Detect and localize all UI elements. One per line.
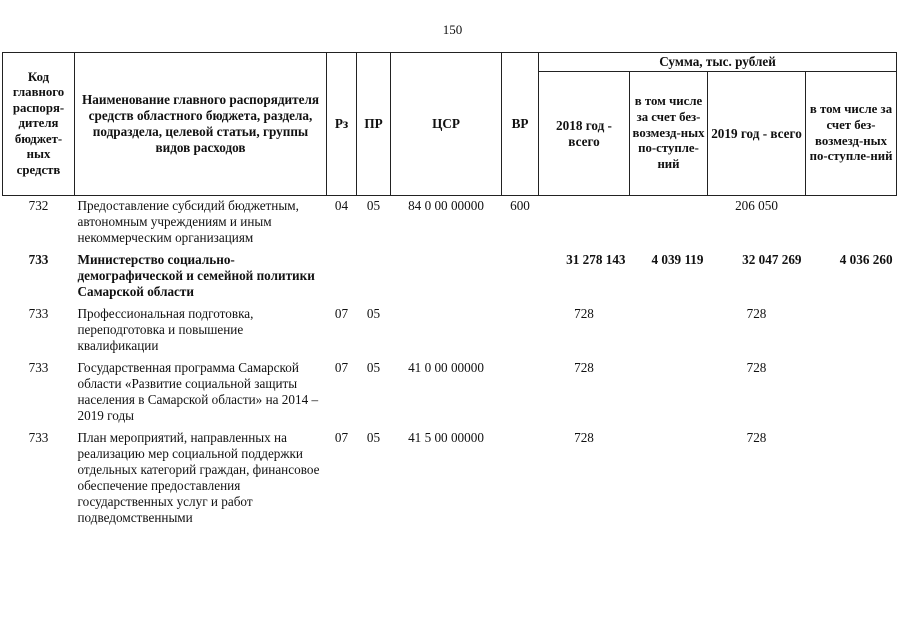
cell-free-2019 bbox=[806, 358, 897, 428]
cell-name: Профессиональная подготовка, переподготовка и повышение квалификации bbox=[77, 306, 254, 353]
cell-free-2018 bbox=[630, 358, 708, 428]
cell-name: Государственная программа Самарской области «Развитие социальной защиты населения в Самарской области» на 2014 – 2019 годы bbox=[77, 360, 319, 423]
header-total-2019: 2019 год - всего bbox=[708, 72, 806, 196]
cell-rz: 07 bbox=[334, 306, 349, 321]
cell-total-2018: 31 278 143 bbox=[566, 252, 626, 267]
cell-name: Предоставление субсидий бюджетным, автономным учреждениям и иным некоммерческим организациям bbox=[77, 198, 299, 245]
header-code: Код главного распоря-дителя бюджет-ных средств bbox=[3, 53, 75, 196]
table-row bbox=[3, 304, 897, 358]
cell-total-2018: 728 bbox=[574, 360, 594, 375]
table-header bbox=[3, 53, 897, 196]
cell-total-2018: 728 bbox=[574, 306, 594, 321]
cell-free-2019: 4 036 260 bbox=[839, 252, 893, 267]
header-vr: ВР bbox=[502, 53, 539, 196]
table-row bbox=[3, 358, 897, 428]
cell-code: 733 bbox=[28, 360, 49, 375]
cell-vr bbox=[502, 250, 539, 304]
cell-free-2018 bbox=[630, 304, 708, 358]
cell-rz: 07 bbox=[334, 360, 349, 375]
cell-code: 733 bbox=[28, 306, 49, 321]
header-total-2018: 2018 год - всего bbox=[539, 72, 630, 196]
cell-rz: 04 bbox=[334, 198, 349, 213]
header-free-2018: в том числе за счет без-возмезд-ных по-ступле-ний bbox=[630, 72, 708, 196]
cell-rz: 07 bbox=[334, 430, 349, 445]
cell-total-2018 bbox=[539, 196, 630, 251]
header-rz: Рз bbox=[327, 53, 357, 196]
budget-table bbox=[2, 52, 897, 530]
cell-vr bbox=[502, 358, 539, 428]
cell-free-2019 bbox=[806, 196, 897, 251]
cell-vr bbox=[502, 428, 539, 530]
cell-free-2019 bbox=[806, 428, 897, 530]
cell-free-2018: 4 039 119 bbox=[651, 252, 704, 267]
cell-free-2018 bbox=[630, 428, 708, 530]
header-name: Наименование главного распорядителя средств областного бюджета, раздела, подраздела, целевой статьи, группы видов расходов bbox=[75, 53, 327, 196]
cell-code: 732 bbox=[28, 198, 49, 213]
table-row bbox=[3, 250, 897, 304]
cell-name: Министерство социально-демографической и семейной политики Самарской области bbox=[77, 252, 315, 299]
cell-vr bbox=[502, 304, 539, 358]
cell-name: План мероприятий, направленных на реализацию мер социальной поддержки отдельных категорий граждан, финансовое обеспечение предоставления государственных услуг и работ подведомственными bbox=[77, 430, 320, 525]
cell-total-2019: 32 047 269 bbox=[742, 252, 802, 267]
cell-vr: 600 bbox=[510, 198, 530, 213]
cell-code: 733 bbox=[28, 430, 49, 445]
cell-pr: 05 bbox=[366, 360, 381, 375]
cell-csr: 84 0 00 00000 bbox=[408, 198, 484, 213]
table-body bbox=[3, 196, 897, 531]
cell-pr: 05 bbox=[366, 430, 381, 445]
header-csr: ЦСР bbox=[391, 53, 502, 196]
header-free-2019: в том числе за счет без-возмезд-ных по-ступле-ний bbox=[806, 72, 897, 196]
cell-total-2019: 206 050 bbox=[735, 198, 778, 213]
cell-total-2019: 728 bbox=[746, 430, 767, 445]
page-number: 150 bbox=[442, 22, 463, 37]
cell-pr: 05 bbox=[366, 306, 381, 321]
cell-pr: 05 bbox=[366, 198, 381, 213]
cell-rz bbox=[327, 250, 357, 304]
cell-total-2019: 728 bbox=[746, 360, 767, 375]
table-row bbox=[3, 196, 897, 251]
cell-total-2019: 728 bbox=[746, 306, 767, 321]
header-sum: Сумма, тыс. рублей bbox=[539, 53, 897, 72]
cell-free-2019 bbox=[806, 304, 897, 358]
cell-code: 733 bbox=[28, 252, 49, 267]
header-pr: ПР bbox=[357, 53, 391, 196]
cell-pr bbox=[357, 250, 391, 304]
cell-csr: 41 5 00 00000 bbox=[408, 430, 484, 445]
cell-total-2018: 728 bbox=[574, 430, 594, 445]
table-row bbox=[3, 428, 897, 530]
cell-csr bbox=[391, 304, 502, 358]
cell-csr bbox=[391, 250, 502, 304]
cell-free-2018 bbox=[630, 196, 708, 251]
cell-csr: 41 0 00 00000 bbox=[408, 360, 484, 375]
